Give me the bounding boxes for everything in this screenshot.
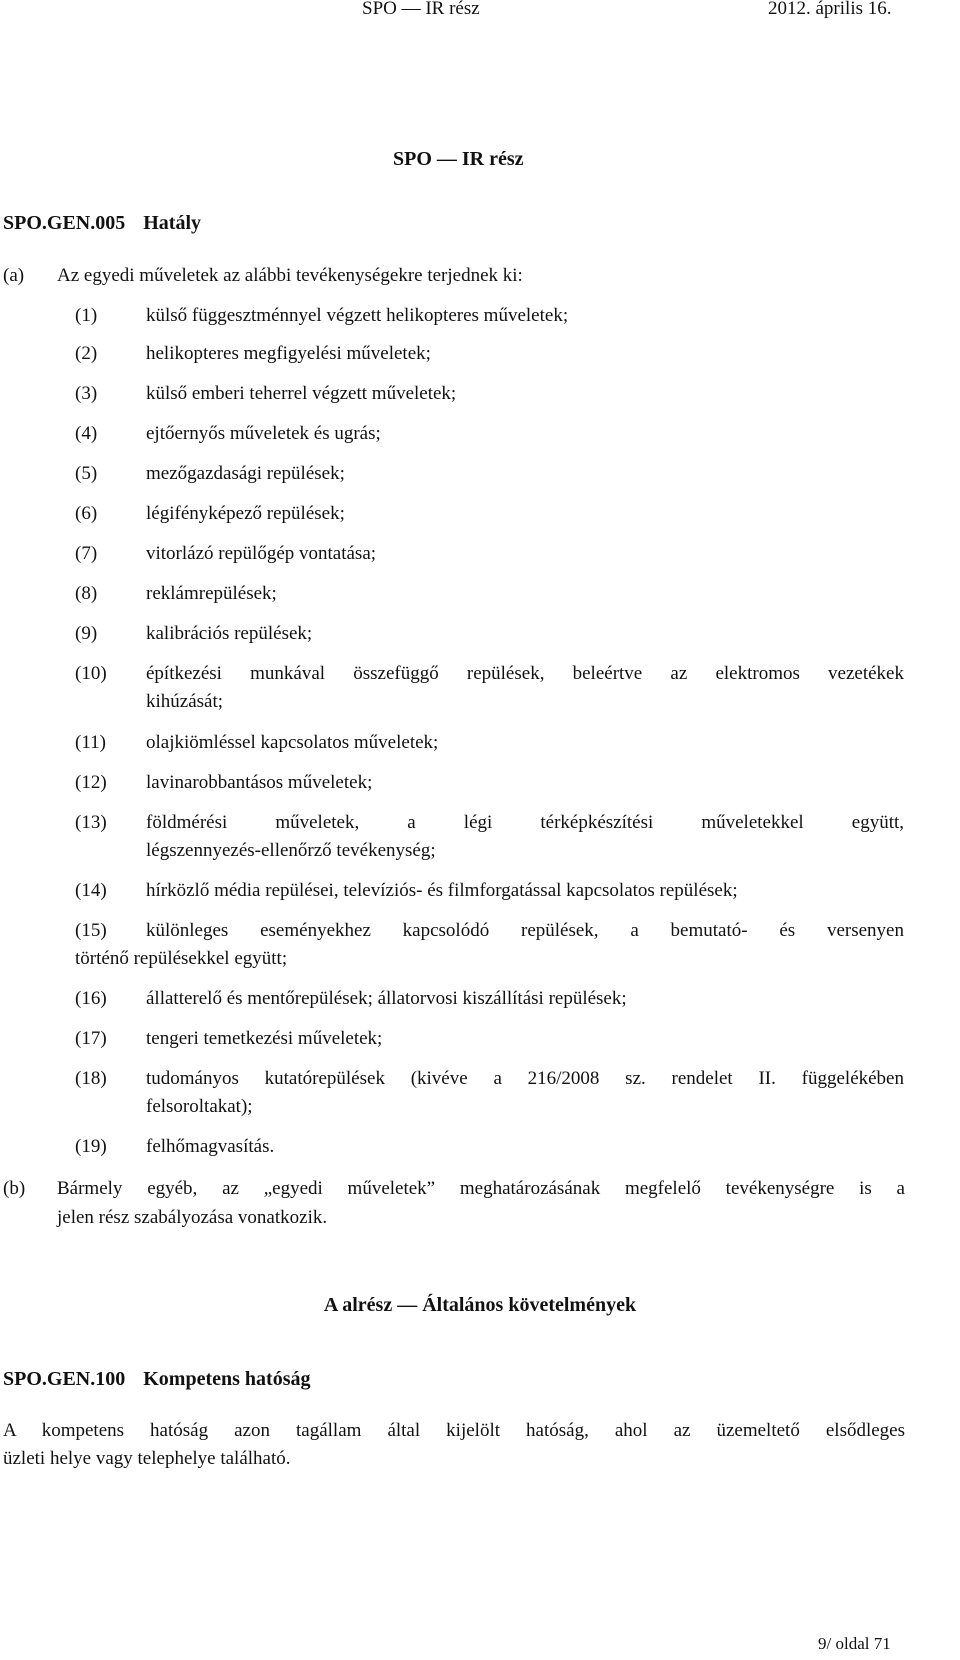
item-number: (12) (75, 772, 107, 793)
section-name: Kompetens hatóság (143, 1368, 311, 1390)
list-item-6 (0, 503, 960, 529)
para-b-line-1: Bármely egyéb, az „egyedi műveletek” meghatározásának megfelelő tevékenységre is a (57, 1178, 905, 1199)
item-number: (8) (75, 583, 98, 604)
item-number: (2) (75, 343, 98, 364)
item-number: (3) (75, 383, 98, 404)
list-item-17 (0, 1028, 960, 1054)
item-text-continuation: légszennyezés-ellenőrző tevékenység; (146, 840, 436, 861)
item-number: (6) (75, 503, 98, 524)
item-number: (11) (75, 732, 106, 753)
list-item-7 (0, 543, 960, 569)
item-number: (1) (75, 305, 98, 326)
item-number: (19) (75, 1136, 107, 1157)
list-item-8 (0, 583, 960, 609)
para-b-label: (b) (3, 1178, 26, 1199)
item-number: (9) (75, 623, 98, 644)
para-b-line-2: jelen rész szabályozása vonatkozik. (57, 1207, 328, 1228)
item-number: (7) (75, 543, 98, 564)
item-text: kalibrációs repülések; (146, 623, 313, 644)
item-number: (18) (75, 1068, 107, 1089)
list-item-1 (0, 305, 960, 331)
list-item-5 (0, 463, 960, 489)
item-number: (4) (75, 423, 98, 444)
item-number: (15) (75, 920, 107, 941)
item-text: ejtőernyős műveletek és ugrás; (146, 423, 381, 444)
subpart-title: A alrész — Általános követelmények (323, 1294, 637, 1316)
para-a-label: (a) (3, 265, 25, 286)
item-text: lavinarobbantásos műveletek; (146, 772, 373, 793)
list-item-13 (0, 812, 960, 864)
item-text: földmérési műveletek, a légi térképkészítési műveletekkel együtt, (146, 812, 904, 833)
item-text: légifényképező repülések; (146, 503, 345, 524)
item-text: külső emberi teherrel végzett műveletek; (146, 383, 457, 404)
list-item-9 (0, 623, 960, 649)
section-code: SPO.GEN.100 (3, 1368, 126, 1390)
item-number: (17) (75, 1028, 107, 1049)
item-text: reklámrepülések; (146, 583, 277, 604)
list-item-15 (0, 920, 960, 972)
section-heading-gen100 (3, 1368, 310, 1391)
item-text: vitorlázó repülőgép vontatása; (146, 543, 377, 564)
page-number: 9/ oldal 71 (818, 1634, 891, 1653)
list-item-3 (0, 383, 960, 409)
item-number: (14) (75, 880, 107, 901)
list-item-16 (0, 988, 960, 1014)
item-text: építkezési munkával összefüggő repülések, beleértve az elektromos vezetékek (146, 663, 904, 684)
section-name: Hatály (143, 212, 202, 234)
item-text-continuation: történő repülésekkel együtt; (75, 948, 288, 969)
item-text: felhőmagvasítás. (146, 1136, 275, 1157)
item-text: különleges eseményekhez kapcsolódó repülések, a bemutató- és versenyen (146, 920, 904, 941)
item-text: tengeri temetkezési műveletek; (146, 1028, 383, 1049)
list-item-2 (0, 343, 960, 369)
list-item-18 (0, 1068, 960, 1120)
list-item-12 (0, 772, 960, 798)
item-text: helikopteres megfigyelési műveletek; (146, 343, 431, 364)
list-item-14 (0, 880, 960, 906)
item-text-continuation: felsoroltakat); (146, 1096, 253, 1117)
item-text: mezőgazdasági repülések; (146, 463, 345, 484)
running-header-date: 2012. április 16. (768, 0, 892, 19)
item-text-continuation: kihúzását; (146, 691, 224, 712)
item-text: tudományos kutatórepülések (kivéve a 216/2008 sz. rendelet II. függelékében (146, 1068, 904, 1089)
list-item-19 (0, 1136, 960, 1162)
para-a-text: Az egyedi műveletek az alábbi tevékenységekre terjednek ki: (57, 265, 523, 286)
section-code: SPO.GEN.005 (3, 212, 126, 234)
item-text: állatterelő és mentőrepülések; állatorvosi kiszállítási repülések; (146, 988, 627, 1009)
section-gen100-line-1: A kompetens hatóság azon tagállam által kijelölt hatóság, ahol az üzemeltető elsődleges (3, 1420, 905, 1441)
running-header-title: SPO — IR rész (362, 0, 480, 19)
item-text: külső függesztménnyel végzett helikopteres műveletek; (146, 305, 569, 326)
item-number: (10) (75, 663, 107, 684)
list-item-11 (0, 732, 960, 758)
section-gen100-line-2: üzleti helye vagy telephelye található. (3, 1448, 291, 1469)
item-text: hírközlő média repülései, televíziós- és filmforgatással kapcsolatos repülések; (146, 880, 738, 901)
item-text: olajkiömléssel kapcsolatos műveletek; (146, 732, 439, 753)
item-number: (16) (75, 988, 107, 1009)
item-number: (5) (75, 463, 98, 484)
list-item-10 (0, 663, 960, 715)
item-number: (13) (75, 812, 107, 833)
list-item-4 (0, 423, 960, 449)
part-title: SPO — IR rész (393, 148, 524, 170)
section-heading-gen005 (3, 212, 201, 235)
